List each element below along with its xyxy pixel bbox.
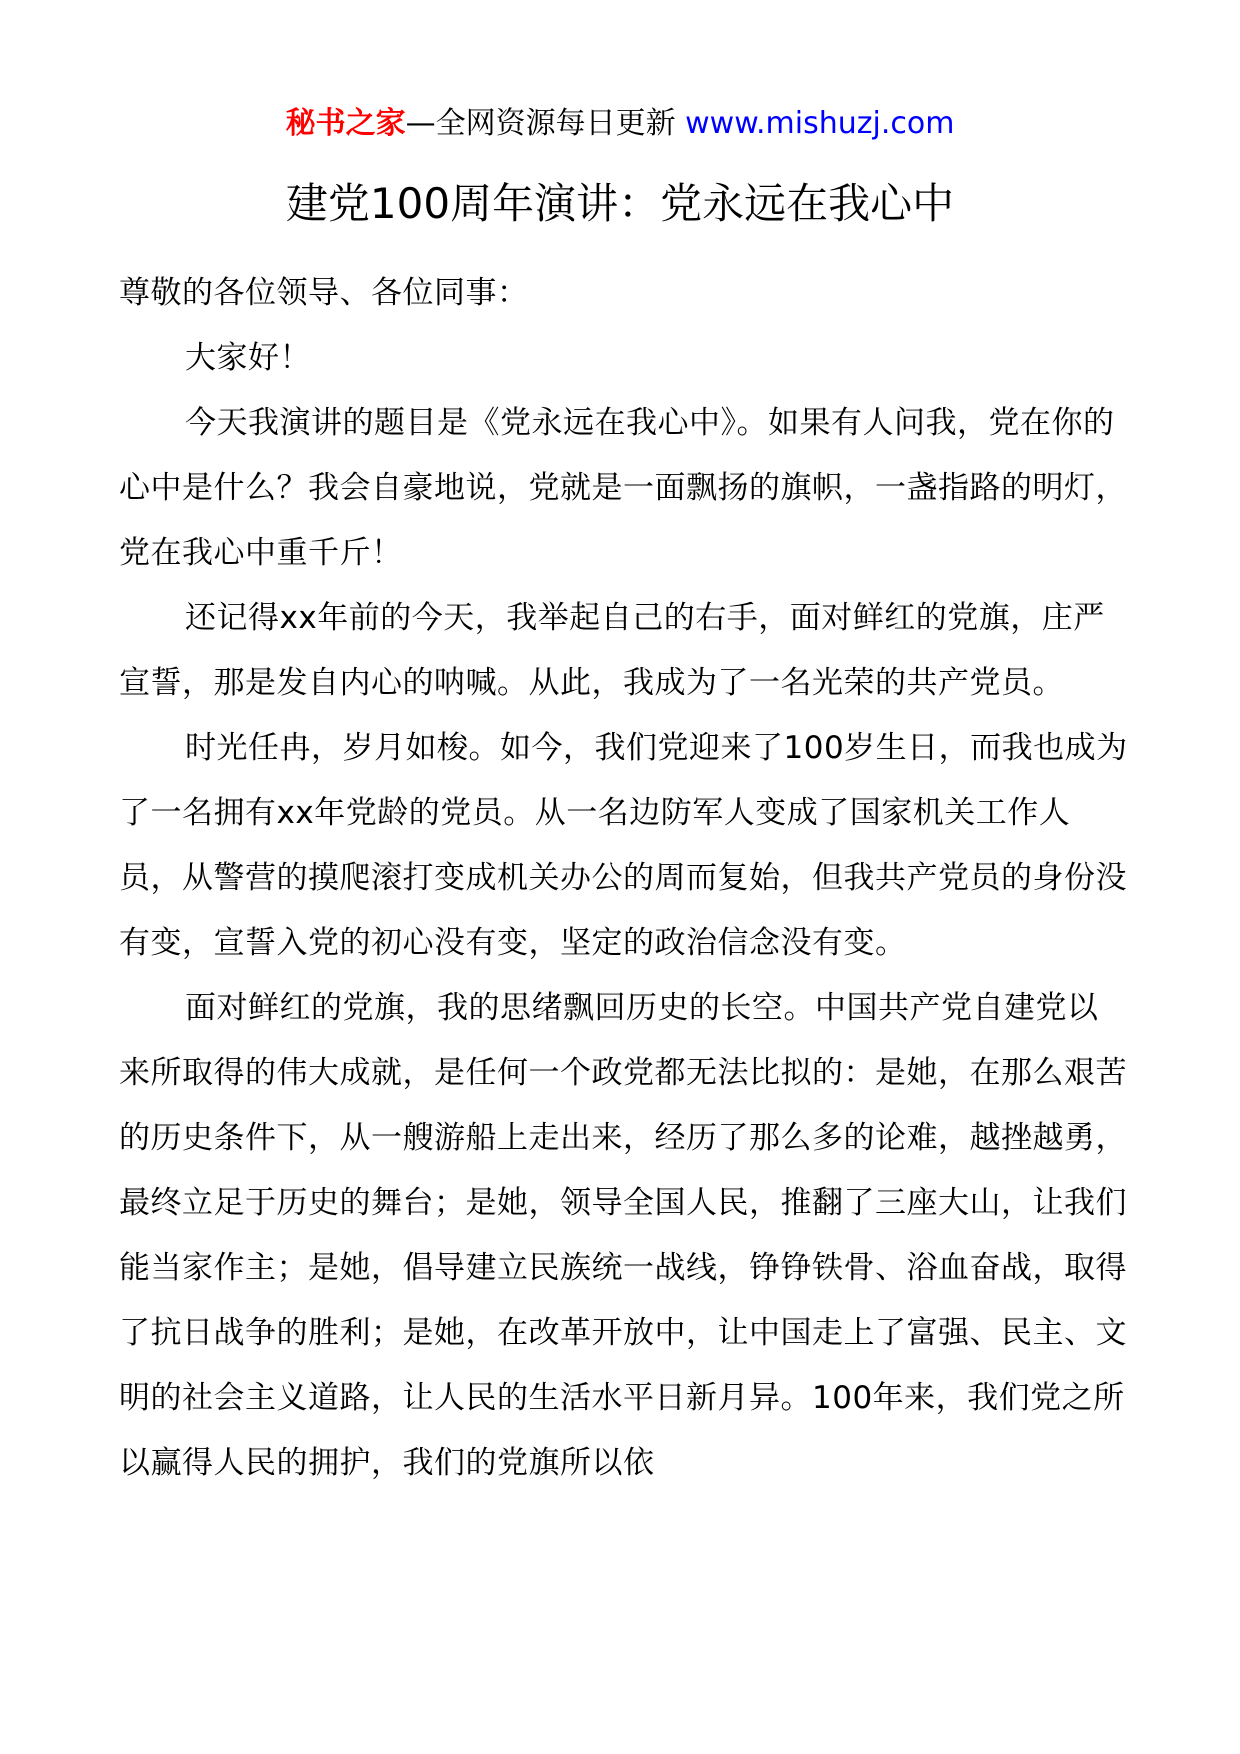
site-header <box>0 104 1240 144</box>
body-paragraph: 今天我演讲的题目是《党永远在我心中》。如果有人问我，党在你的心中是什么？我会自豪地说，党就是一面飘扬的旗帜，一盏指路的明灯，党在我心中重千斤！ <box>119 405 1127 571</box>
document-title: 建党100周年演讲：党永远在我心中 <box>285 179 955 228</box>
body-paragraph: 还记得xx年前的今天，我举起自己的右手，面对鲜红的党旗，庄严宣誓，那是发自内心的呐喊。从此，我成为了一名光荣的共产党员。 <box>119 600 1105 701</box>
salutation-paragraph: 尊敬的各位领导、各位同事： <box>119 275 529 311</box>
site-url-link[interactable]: www.mishuzj.com <box>685 106 955 141</box>
greeting-paragraph: 大家好！ <box>185 340 311 376</box>
document-body <box>119 261 1129 1496</box>
body-paragraph: 面对鲜红的党旗，我的思绪飘回历史的长空。中国共产党自建党以来所取得的伟大成就，是任何一个政党都无法比拟的：是她，在那么艰苦的历史条件下，从一艘游船上走出来，经历了那么多的论难，越挫越勇，最终立足于历史的舞台；是她，领导全国人民，推翻了三座大山，让我们能当家作主；是她，倡导建立民族统一战线，铮铮铁骨、浴血奋战，取得了抗日战争的胜利；是她，在改革开放中，让中国走上了富强、民主、文明的社会主义道路，让人民的生活水平日新月异。100年来，我们党之所以赢得人民的拥护，我们的党旗所以依 <box>119 990 1127 1481</box>
body-paragraph: 时光任冉，岁月如梭。如今，我们党迎来了100岁生日，而我也成为了一名拥有xx年党龄的党员。从一名边防军人变成了国家机关工作人员，从警营的摸爬滚打变成机关办公的周而复始，但我共产党员的身份没有变，宣誓入党的初心没有变，坚定的政治信念没有变。 <box>119 730 1128 961</box>
site-brand: 秘书之家 <box>285 106 406 141</box>
site-tagline: —全网资源每日更新 <box>405 106 686 141</box>
